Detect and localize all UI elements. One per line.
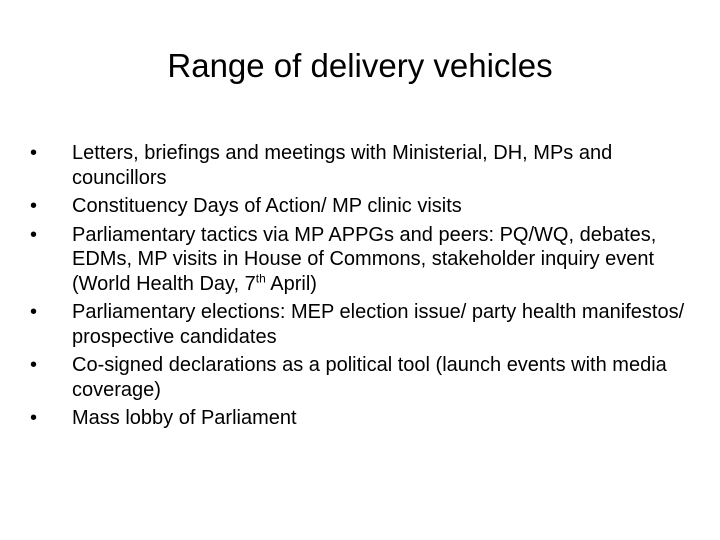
bullet-symbol: • [30,407,38,429]
bullet-symbol: • [30,223,38,246]
bullet-text: Co-signed declarations as a political tool (launch events with media coverage) [72,354,667,401]
bullet-text: Mass lobby of Parliament [72,407,297,429]
bullet-symbol: • [30,195,38,217]
bullet-item-mass-lobby [30,406,700,431]
bullet-text: Constituency Days of Action/ MP clinic visits [72,195,462,217]
ordinal-superscript: th [255,270,266,285]
bullet-item-co-signed-declarations [30,353,700,402]
bullet-text: Parliamentary elections: MEP election issue/ party health manifestos/ prospective candidates [72,301,685,348]
bullet-symbol: • [30,354,38,376]
bullet-item-parliamentary-elections [30,300,700,349]
slide-title: Range of delivery vehicles [167,47,553,84]
bullet-text-after-superscript: April) [265,272,317,295]
bullet-symbol: • [30,301,38,323]
bullet-text: Letters, briefings and meetings with Ministerial, DH, MPs and councillors [72,142,613,189]
bullet-item-constituency [30,194,700,219]
bullet-item-letters [30,141,700,190]
bullet-symbol: • [30,142,38,164]
bullet-list [30,141,700,435]
bullet-item-parliamentary-tactics [30,223,700,297]
bullet-text-before-superscript: Parliamentary tactics via MP APPGs and peers: PQ/WQ, debates, EDMs, MP visits in House of Commons, stakeholder inquiry event (World Health Day, 7 [72,223,657,295]
